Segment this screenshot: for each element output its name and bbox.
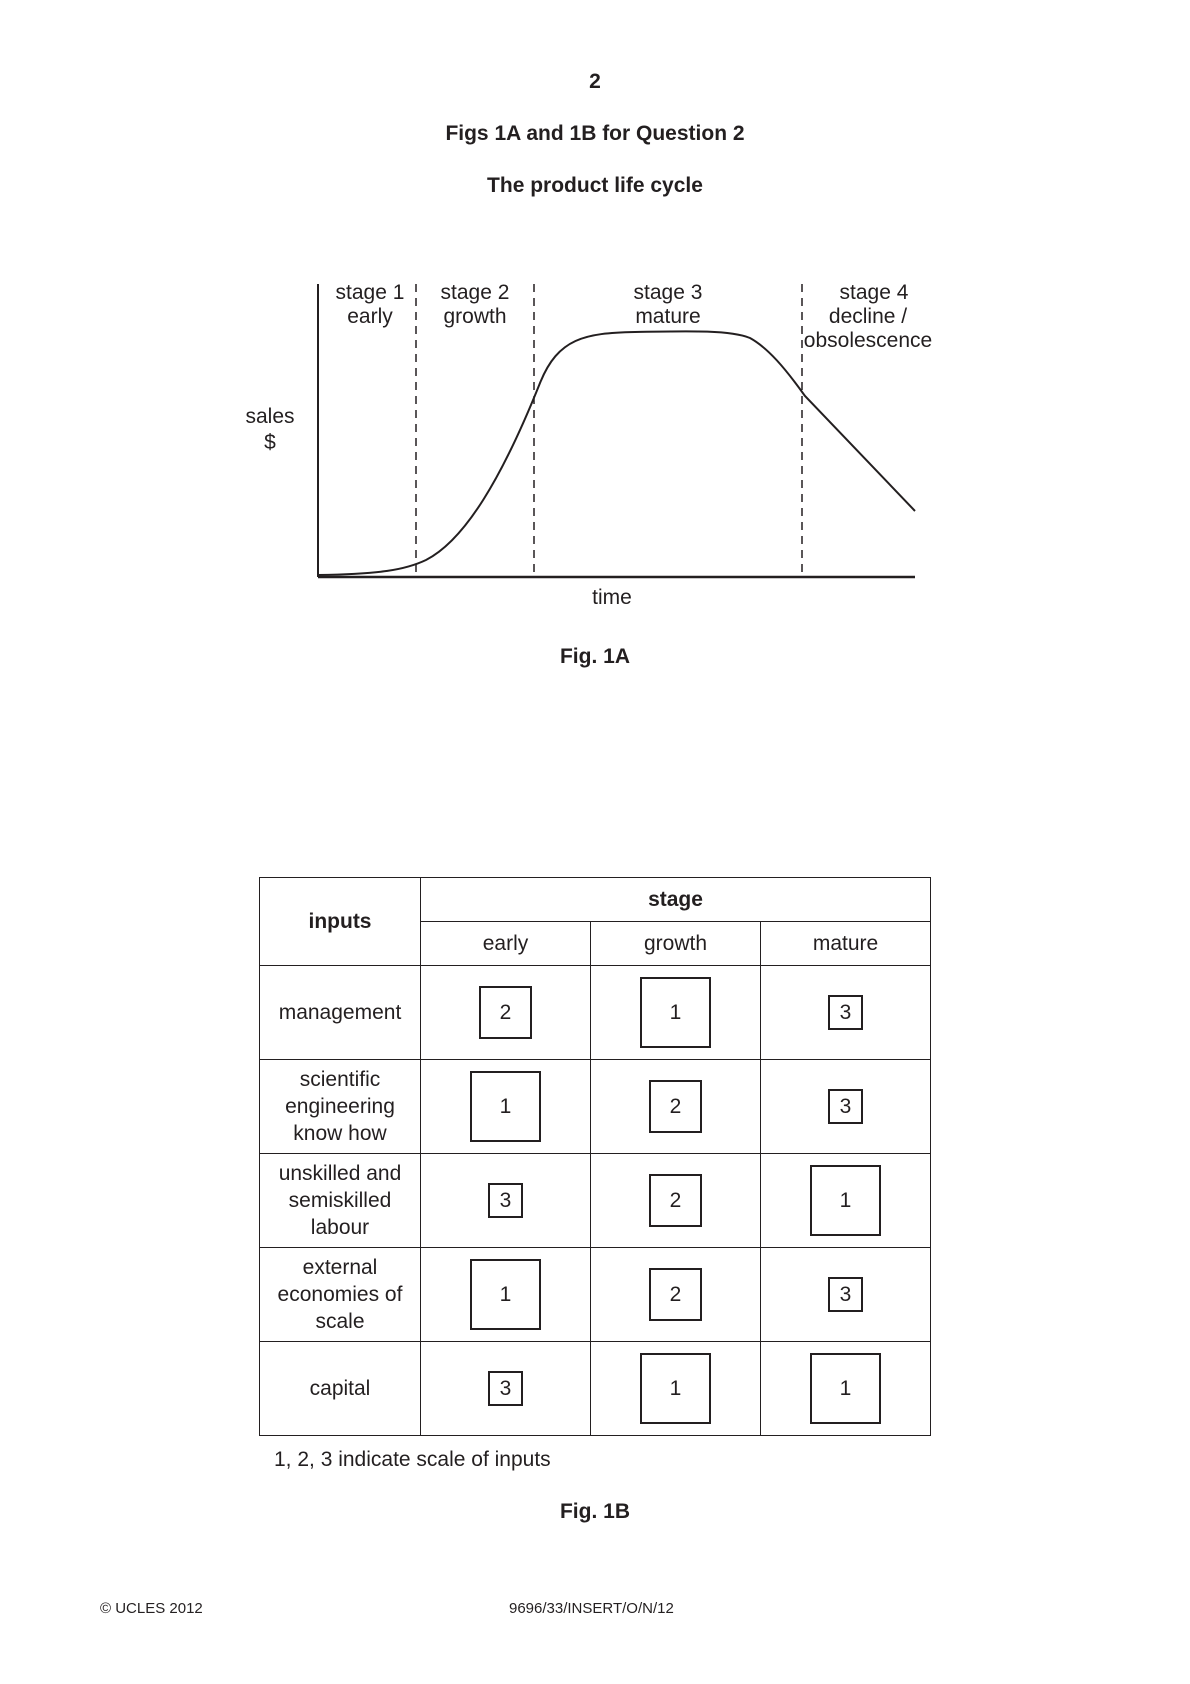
sales-curve: [318, 331, 915, 575]
stage-2-name: growth: [443, 305, 507, 328]
stage-3-name: mature: [635, 305, 701, 328]
scale-box: 2: [649, 1268, 702, 1321]
cell: [761, 966, 931, 1060]
scale-box: 2: [479, 986, 532, 1039]
stage-2-label: stage 2: [440, 281, 510, 304]
column-growth: growth: [591, 922, 761, 966]
fig-1a-caption: Fig. 1A: [559, 645, 630, 668]
cell: [421, 1154, 591, 1248]
cell: [421, 1342, 591, 1436]
row-label: capital: [260, 1342, 421, 1436]
inputs-header: inputs: [260, 878, 421, 966]
scale-note: 1, 2, 3 indicate scale of inputs: [274, 1448, 551, 1471]
scale-box: 3: [488, 1183, 523, 1218]
scale-box: 1: [810, 1165, 881, 1236]
stage-4-name: decline /: [828, 305, 908, 328]
cell: [591, 1248, 761, 1342]
table-header-row: [260, 878, 931, 922]
scale-box: 2: [649, 1174, 702, 1227]
row-label: scientific engineering know how: [260, 1060, 421, 1154]
cell: [591, 966, 761, 1060]
paper-code: 9696/33/INSERT/O/N/12: [509, 1600, 674, 1617]
copyright: © UCLES 2012: [100, 1600, 203, 1617]
scale-box: 3: [828, 1277, 863, 1312]
scale-box: 3: [828, 995, 863, 1030]
row-label: management: [260, 966, 421, 1060]
scale-box: 1: [470, 1259, 541, 1330]
row-label: external economies of scale: [260, 1248, 421, 1342]
table-row: [260, 966, 931, 1060]
inputs-by-stage-table: [259, 877, 931, 1436]
row-label: unskilled and semiskilled labour: [260, 1154, 421, 1248]
stage-1-label: stage 1: [335, 281, 405, 304]
figures-heading: Figs 1A and 1B for Question 2: [445, 122, 745, 145]
scale-box: 3: [828, 1089, 863, 1124]
table-row: [260, 1342, 931, 1436]
scale-box: 3: [488, 1371, 523, 1406]
y-axis-label: sales: [245, 405, 295, 428]
stage-4-label: stage 4: [839, 281, 909, 304]
cell: [591, 1060, 761, 1154]
stage-4-name-line2: obsolescence: [803, 329, 933, 352]
scale-box: 2: [649, 1080, 702, 1133]
table-row: [260, 1248, 931, 1342]
fig-1b-caption: Fig. 1B: [559, 1500, 630, 1523]
stage-header: stage: [421, 878, 931, 922]
table-row: [260, 1060, 931, 1154]
y-axis-unit: $: [264, 431, 276, 454]
product-life-cycle-graph: [240, 268, 940, 618]
scale-box: 1: [470, 1071, 541, 1142]
figure-title: The product life cycle: [487, 174, 703, 197]
cell: [761, 1248, 931, 1342]
scale-box: 1: [640, 1353, 711, 1424]
page-number: 2: [589, 70, 601, 93]
scale-box: 1: [810, 1353, 881, 1424]
cell: [421, 1248, 591, 1342]
x-axis-label: time: [592, 586, 632, 609]
table-row: [260, 1154, 931, 1248]
cell: [421, 966, 591, 1060]
column-mature: mature: [761, 922, 931, 966]
cell: [591, 1154, 761, 1248]
cell: [761, 1060, 931, 1154]
stage-3-label: stage 3: [633, 281, 703, 304]
cell: [761, 1154, 931, 1248]
cell: [591, 1342, 761, 1436]
stage-1-name: early: [347, 305, 393, 328]
cell: [761, 1342, 931, 1436]
cell: [421, 1060, 591, 1154]
column-early: early: [421, 922, 591, 966]
scale-box: 1: [640, 977, 711, 1048]
